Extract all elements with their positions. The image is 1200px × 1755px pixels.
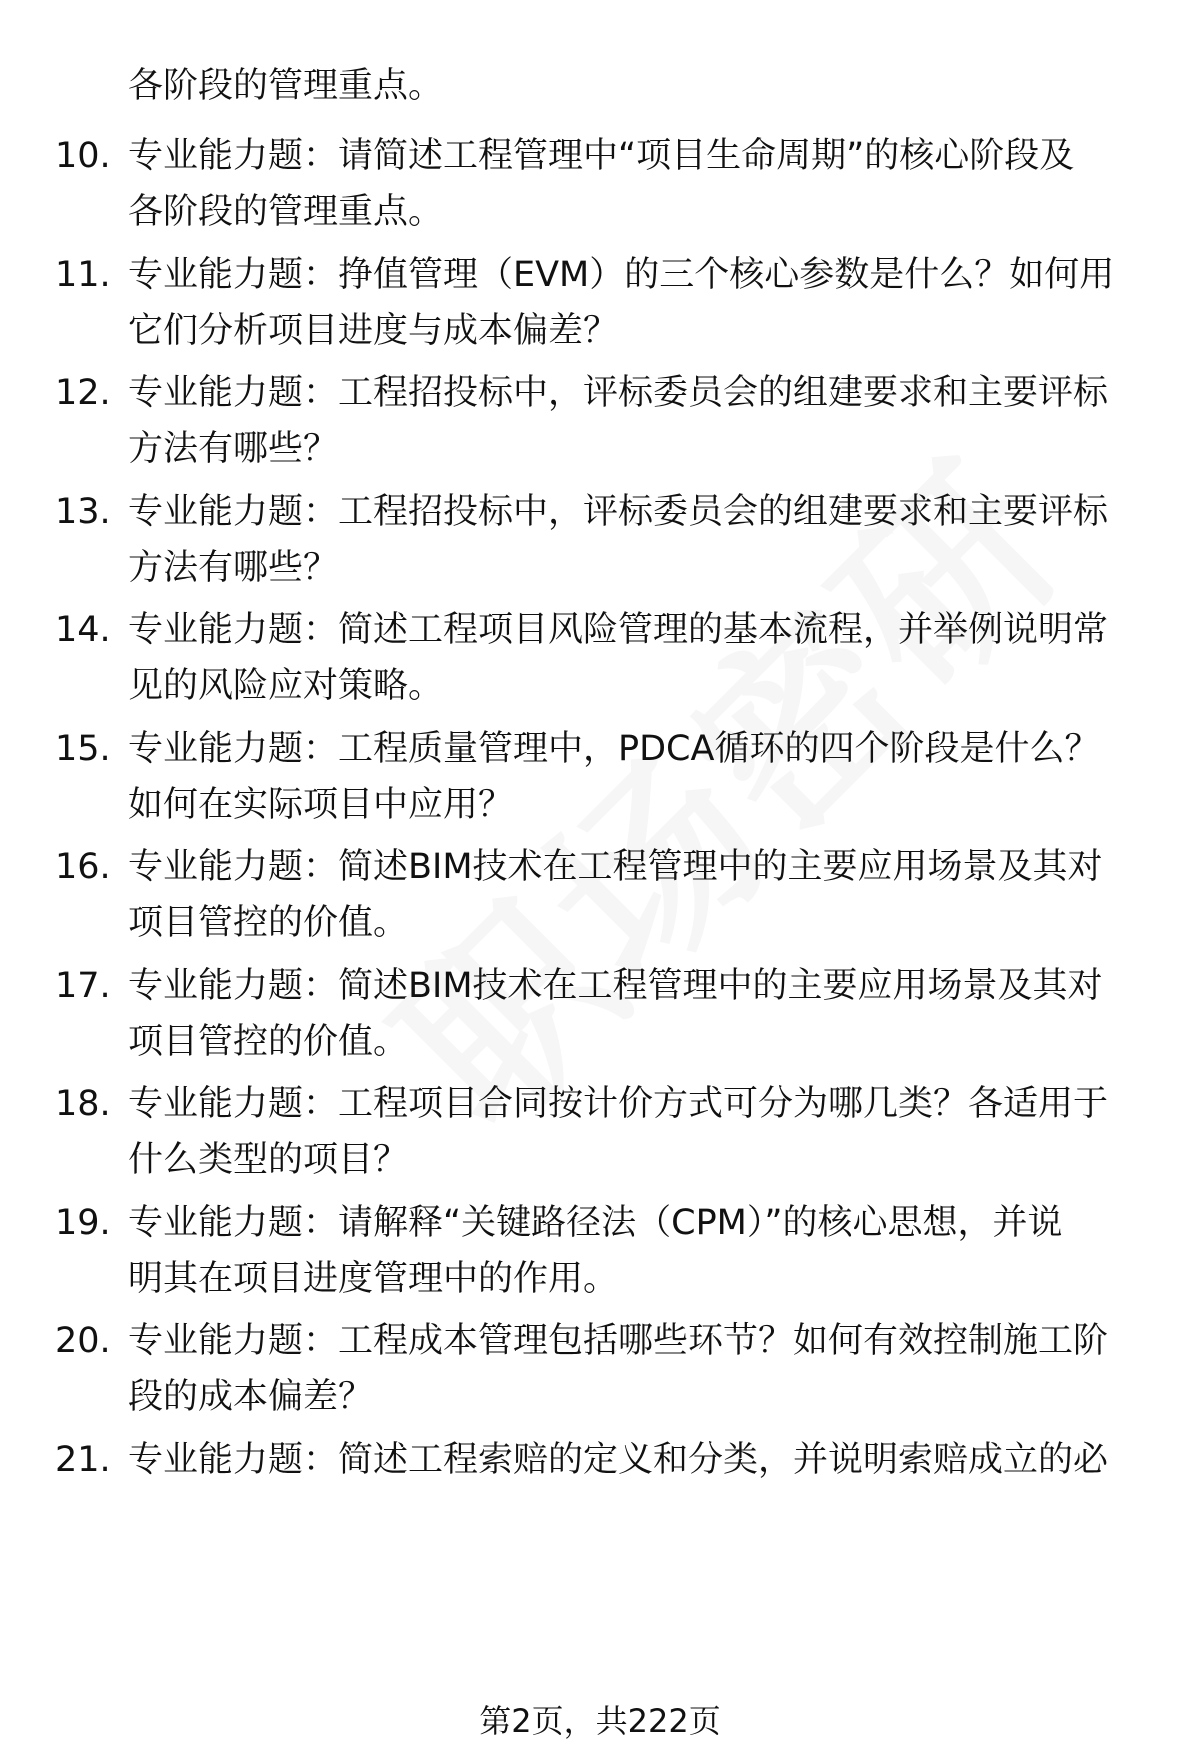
item-number: 12. [55, 373, 111, 413]
item-number: 10. [55, 136, 111, 176]
item-text-line: 专业能力题：简述BIM技术在工程管理中的主要应用场景及其对 [128, 966, 1103, 1006]
item-number: 16. [55, 847, 111, 887]
item-text [128, 128, 1148, 240]
item-text-line: 专业能力题：挣值管理（EVM）的三个核心参数是什么？如何用 [128, 255, 1115, 295]
page-footer: 第2页，共222页 [479, 1702, 721, 1740]
item-text-line: 方法有哪些？ [128, 429, 339, 469]
item-text-line: 如何在实际项目中应用？ [128, 785, 514, 825]
item-text [128, 839, 1148, 951]
item-text [128, 247, 1148, 359]
item-text-line: 见的风险应对策略。 [128, 666, 444, 706]
item-number: 21. [55, 1440, 111, 1480]
item-number: 19. [55, 1203, 111, 1243]
item-number: 11. [55, 255, 111, 295]
item-number: 18. [55, 1084, 111, 1124]
item-text-line: 专业能力题：工程成本管理包括哪些环节？如何有效控制施工阶 [128, 1321, 1109, 1361]
continuation-text: 各阶段的管理重点。 [128, 66, 444, 106]
item-text [128, 1195, 1148, 1307]
item-text [128, 1076, 1148, 1188]
item-text [128, 1432, 1148, 1488]
item-text [128, 1313, 1148, 1425]
item-text-line: 专业能力题：简述BIM技术在工程管理中的主要应用场景及其对 [128, 847, 1103, 887]
item-text-line: 明其在项目进度管理中的作用。 [128, 1259, 619, 1299]
item-text-line: 什么类型的项目？ [128, 1140, 409, 1180]
item-number: 13. [55, 492, 111, 532]
item-text-line: 专业能力题：请简述工程管理中“项目生命周期”的核心阶段及 [128, 136, 1075, 176]
item-text-line: 它们分析项目进度与成本偏差？ [128, 311, 619, 351]
item-number: 14. [55, 610, 111, 650]
item-text-line: 段的成本偏差？ [128, 1377, 374, 1417]
item-text-line: 专业能力题：工程项目合同按计价方式可分为哪几类？各适用于 [128, 1084, 1109, 1124]
item-text-line: 项目管控的价值。 [128, 903, 409, 943]
item-text-line: 各阶段的管理重点。 [128, 192, 444, 232]
item-number: 17. [55, 966, 111, 1006]
item-text-line: 专业能力题：工程招投标中，评标委员会的组建要求和主要评标 [128, 373, 1109, 413]
item-text [128, 365, 1148, 477]
item-text-line: 项目管控的价值。 [128, 1022, 409, 1062]
item-text [128, 958, 1148, 1070]
item-text-line: 方法有哪些？ [128, 548, 339, 588]
item-number: 20. [55, 1321, 111, 1361]
item-text-line: 专业能力题：请解释“关键路径法（CPM）”的核心思想，并说 [128, 1203, 1063, 1243]
item-text-line: 专业能力题：工程招投标中，评标委员会的组建要求和主要评标 [128, 492, 1109, 532]
item-text [128, 484, 1148, 596]
item-number: 15. [55, 729, 111, 769]
item-text-line: 专业能力题：简述工程索赔的定义和分类，并说明索赔成立的必 [128, 1440, 1109, 1480]
item-text [128, 721, 1148, 833]
item-text-line: 专业能力题：简述工程项目风险管理的基本流程，并举例说明常 [128, 610, 1109, 650]
item-text [128, 602, 1148, 714]
item-text-line: 专业能力题：工程质量管理中，PDCA循环的四个阶段是什么？ [128, 729, 1100, 769]
